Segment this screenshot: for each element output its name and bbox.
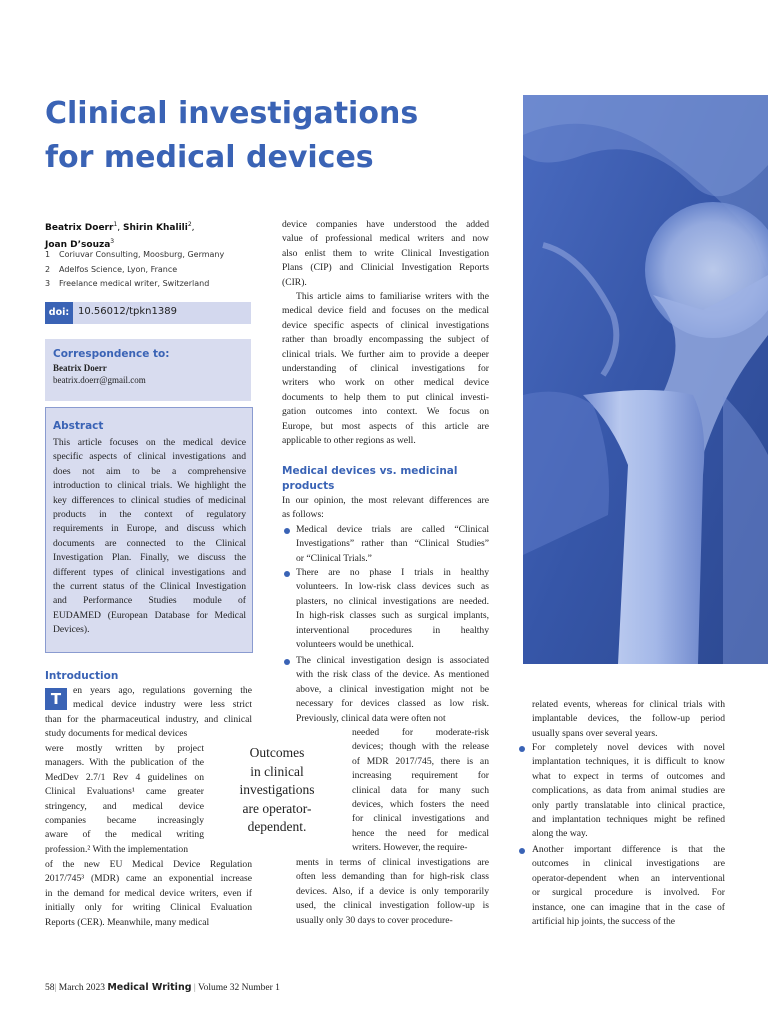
text-line: This article aims to familiarise writers with the <box>296 291 489 302</box>
xray-hip-image <box>523 95 768 664</box>
article-title <box>45 92 485 180</box>
pull-quote-line: dependent. <box>247 819 307 834</box>
text-line: gation outcomes into context. We focus on <box>282 406 489 418</box>
col2-para1 <box>282 218 489 290</box>
affiliation-item <box>45 279 260 288</box>
correspondence-name: Beatrix Doerr <box>53 363 107 373</box>
text-line: key differences to clinical studies of medicinal <box>53 494 246 506</box>
bullet-item-2 <box>296 566 489 652</box>
author-list <box>45 218 260 252</box>
section-heading-line: products <box>282 480 335 492</box>
bullet-item-3-top <box>296 654 489 726</box>
text-line: devices. Also, if a device is only temporarily <box>296 885 489 897</box>
author-name: Shirin Khalili <box>123 223 188 233</box>
text-line: clinical trials. We further aim to provide a deeper <box>282 348 489 360</box>
text-line: stringency, and medical device <box>45 800 204 812</box>
text-line: in the demand for medical device writers, even if <box>45 887 252 899</box>
text-line: rather than broadly encompassing the subject of <box>282 334 489 346</box>
text-line: documents are connected to the Clinical <box>53 537 246 549</box>
author-affil-sup: 2 <box>187 221 192 228</box>
text-line: and Performance Studies module of <box>53 595 246 607</box>
abstract-box <box>45 407 253 653</box>
text-line: (CIR). <box>282 276 307 288</box>
journal-name: Medical Writing <box>107 982 192 993</box>
text-line: Plans (CIP) and Clinicial Investigation Reports <box>282 262 489 274</box>
abstract-text <box>53 436 246 637</box>
text-line: increasing requirement for <box>352 770 489 782</box>
bullet-icon <box>284 528 290 534</box>
text-line: study documents for medical devices <box>45 728 188 740</box>
text-line: companies became increasingly <box>45 814 204 826</box>
text-line: also enlist them to write Clinical Investigation <box>282 247 489 259</box>
bullet-item-3-bottom <box>296 856 489 928</box>
text-line: 2017/745³ (MDR) came an exponential increase <box>45 873 252 885</box>
abstract-heading: Abstract <box>53 420 104 432</box>
text-line: introduction to clinical trials. We highlight the <box>53 480 246 492</box>
text-line: volunteers. In low-risk class devices such as <box>296 581 489 593</box>
text-line: or “Clinical Trials.” <box>296 552 372 564</box>
text-line: The clinical investigation design is associated <box>296 655 489 666</box>
text-line: of MDR 2017/745, there is an <box>352 755 489 767</box>
text-line: writers. However, the require- <box>352 842 468 854</box>
section-heading-line: Medical devices vs. medicinal <box>282 465 458 477</box>
text-line: usually only 30 days to cover procedure- <box>296 914 453 926</box>
text-line: implantable devices, the follow-up period <box>532 713 725 725</box>
text-line: only partly translatable into clinical practice, <box>532 799 725 811</box>
text-line: what to expect in terms of outcomes and <box>532 770 725 782</box>
text-line: ments in terms of clinical investigations are <box>296 857 489 868</box>
text-line: does not aim to be a comprehensive <box>53 465 246 477</box>
text-line: devices, which fosters the need <box>352 798 489 810</box>
text-line: Previously, clinical data were often not <box>296 712 446 724</box>
text-line: Devices). <box>53 624 90 636</box>
text-line: Investigation Plan. Finally, we discuss the <box>53 552 246 564</box>
affiliation-text: Freelance medical writer, Switzerland <box>59 279 210 288</box>
text-line: for clinical investigations and <box>352 813 489 825</box>
pull-quote-line: investigations <box>239 782 315 797</box>
text-line: profession.² With the implementation <box>45 843 188 855</box>
text-line: specific aspects of clinical investigations and <box>53 451 246 463</box>
text-line: clinical data for many such <box>352 784 489 796</box>
page-footer: 58| March 2023 Medical Writing | Volume 32 Number 1 <box>45 982 280 993</box>
bullet-item-4 <box>532 741 725 842</box>
text-line: Medical device trials are called “Clinical <box>296 524 489 535</box>
text-line: interventional procedures in healthy <box>296 624 489 636</box>
text-line: EUDAMED (European Database for Medical <box>53 609 246 621</box>
author-affil-sup: 3 <box>110 238 115 245</box>
section-heading-devices-vs-medicinal <box>282 464 489 494</box>
intro-text-bottom <box>45 858 252 930</box>
col2-intro <box>282 494 489 523</box>
text-line: Reports (CER). Meanwhile, many medical <box>45 916 210 928</box>
text-line: different types of clinical investigations and <box>53 566 246 578</box>
correspondence-email[interactable]: beatrix.doerr@gmail.com <box>53 375 146 385</box>
affiliation-item <box>45 250 260 259</box>
text-line: device companies have understood the added <box>282 219 489 230</box>
text-line: were mostly written by project <box>45 743 204 754</box>
correspondence-box <box>45 339 251 401</box>
text-line: Another important difference is that the <box>532 844 725 855</box>
correspondence-heading: Correspondence to: <box>53 348 170 360</box>
introduction-heading: Introduction <box>45 670 119 682</box>
bullet-item-3-narrow <box>352 726 489 856</box>
bullet-item-1 <box>296 523 489 566</box>
author-line: Beatrix Doerr$^1$, Shirin Khalili$^2$, <box>45 221 195 233</box>
affiliation-number: 3 <box>45 279 51 288</box>
text-line: Europe, but most aspects of this article are <box>282 420 489 432</box>
text-line: requirements in Europe, and discuss which <box>53 523 246 535</box>
text-line: necessary for devices classed as low risk. <box>296 698 489 710</box>
text-line: implantation techniques, it is difficult to know <box>532 756 725 768</box>
bullet-item-5 <box>532 843 725 929</box>
title-line-2: for medical devices <box>45 140 374 175</box>
text-line: understanding of clinical investigations for <box>282 362 489 374</box>
text-line: In high-risk classes such as surgical implants, <box>296 610 489 622</box>
col3-continuation <box>532 698 725 741</box>
text-line: than for the pharmaceutical industry, and clinical <box>45 713 252 725</box>
title-line-1: Clinical investigations <box>45 96 419 131</box>
affiliation-text: Coriuvar Consulting, Moosburg, Germany <box>59 250 225 259</box>
text-line: related events, whereas for clinical trials with <box>532 699 725 710</box>
text-line: volunteers would be unethical. <box>296 638 414 650</box>
text-line: device specific aspects of clinical investigations <box>282 319 489 331</box>
text-line: with the risk class of the device. As mentioned <box>296 669 489 681</box>
pull-quote <box>222 744 332 837</box>
text-line: aware of the medical writing <box>45 829 204 841</box>
text-line: MedDev 2.7/1 Rev 4 guidelines on <box>45 771 204 783</box>
affiliation-item <box>45 265 260 274</box>
intro-lines-top <box>45 684 252 742</box>
issue-date: March 2023 <box>58 983 105 993</box>
text-line: medical device field and focuses on the medical <box>282 305 489 317</box>
text-line: devices; though with the release <box>352 741 489 753</box>
author-name: Beatrix Doerr <box>45 223 114 233</box>
text-line: outcomes in clinical investigations are <box>532 858 725 870</box>
bullet-icon <box>284 659 290 665</box>
bullet-icon <box>519 848 525 854</box>
doi-box <box>45 302 251 324</box>
text-line: hence the need for medical <box>352 827 489 839</box>
volume-info: Volume 32 Number 1 <box>198 983 280 993</box>
text-line: en years ago, regulations governing the <box>73 685 252 696</box>
text-line: There are no phase I trials in healthy <box>296 567 489 578</box>
text-line: complications, as data from animal studies are <box>532 785 725 797</box>
text-line: medical device industry were less strict <box>73 699 252 711</box>
text-line: Investigations” rather than “Clinical Studies” <box>296 538 489 550</box>
text-line: managers. With the publication of the <box>45 757 204 769</box>
doi-link[interactable]: 10.56012/tpkn1389 <box>78 306 177 317</box>
text-line: documents to help them to put clinical investi- <box>282 391 489 403</box>
affiliation-text: Adelfos Science, Lyon, France <box>59 265 178 274</box>
text-line: used, the clinical investigation follow-up is <box>296 900 489 912</box>
intro-text-top <box>45 684 252 742</box>
text-line: of the new EU Medical Device Regulation <box>45 859 252 870</box>
text-line: above, a clinical investigation might not be <box>296 683 489 695</box>
text-line: the current status of the Clinical Investigation <box>53 580 246 592</box>
affiliation-number: 2 <box>45 265 51 274</box>
text-line: artificial hip joints, the success of the <box>532 915 676 927</box>
bullet-icon <box>519 746 525 752</box>
text-line: products in the context of regulatory <box>53 508 246 520</box>
text-line: and implantation techniques might be refined <box>532 813 725 825</box>
text-line: initially only for writing Clinical Evaluation <box>45 902 252 914</box>
text-line: In our opinion, the most relevant differences are <box>282 495 489 506</box>
text-line: This article focuses on the medical device <box>53 437 246 448</box>
text-line: instance, one can imagine that in the case of <box>532 901 725 913</box>
author-name: Joan D’souza <box>45 240 111 250</box>
text-line: often less demanding than for high-risk class <box>296 871 489 883</box>
text-line: value of professional medical writers and now <box>282 233 489 245</box>
text-line: along the way. <box>532 828 588 840</box>
doi-label: doi: <box>45 302 73 324</box>
pull-quote-line: Outcomes <box>249 745 305 760</box>
bullet-icon <box>284 571 290 577</box>
text-line: writers who work on other medical device <box>282 377 489 389</box>
page-number: 58 <box>45 983 55 993</box>
drop-cap: T <box>45 688 67 710</box>
text-line: needed for moderate-risk <box>352 727 489 738</box>
text-line: applicable to other regions as well. <box>282 434 416 446</box>
pull-quote-line: are operator- <box>242 800 312 816</box>
author-affil-sup: 1 <box>113 221 118 228</box>
pull-quote-line: in clinical <box>250 763 304 779</box>
intro-text-narrow <box>45 742 204 857</box>
text-line: usually spans over several years. <box>532 727 658 739</box>
text-line: Clinical Evaluations¹ came greater <box>45 786 204 798</box>
col2-para2 <box>282 290 489 448</box>
text-line: operator-dependent when an interventional <box>532 872 725 884</box>
text-line: plasters, no clinical investigations are needed. <box>296 595 489 607</box>
text-line: as follows: <box>282 509 324 521</box>
text-line: or surgical procedure is involved. For <box>532 887 725 899</box>
text-line: For completely novel devices with novel <box>532 742 725 753</box>
affiliation-number: 1 <box>45 250 51 259</box>
